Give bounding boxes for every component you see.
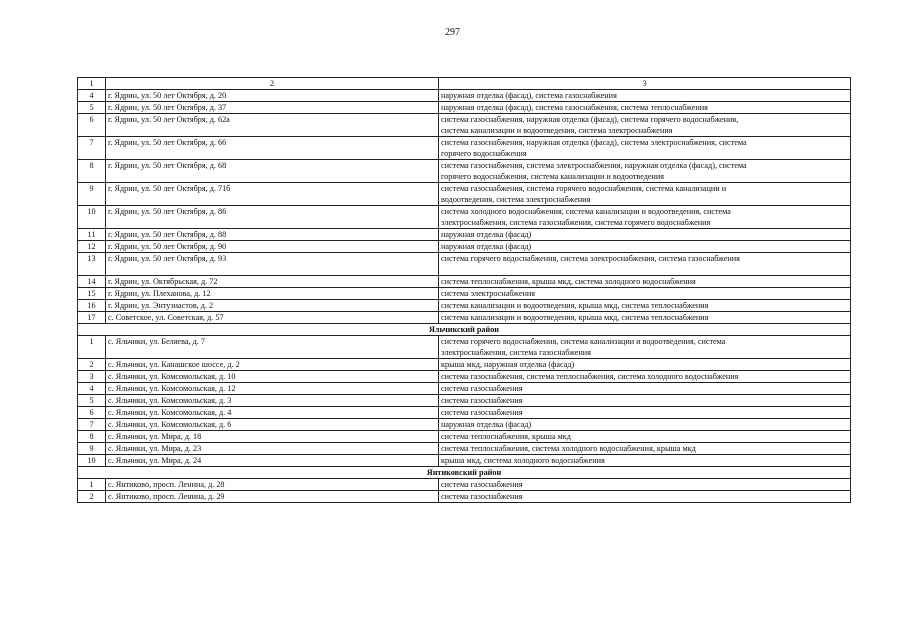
table-row (78, 114, 851, 137)
repair-works-line: наружная отделка (фасад), система газоснабжения, система теплоснабжения (441, 103, 708, 112)
repair-works (439, 455, 851, 467)
repair-works (439, 383, 851, 395)
repair-works-line: система теплоснабжения, крыша мкд, система холодного водоснабжения (441, 277, 696, 286)
table-body (78, 78, 851, 503)
row-number: 4 (78, 90, 106, 102)
column-number-row (78, 78, 851, 90)
repair-works-line: система газоснабжения (441, 492, 523, 501)
repair-works (439, 253, 851, 276)
table-row (78, 419, 851, 431)
table-row (78, 407, 851, 419)
repair-works-line: система горячего водоснабжения, система канализации и водоотведения, система (441, 337, 726, 346)
repair-works-line: система канализации и водоотведения, крыша мкд, система теплоснабжения (441, 313, 709, 322)
repair-works-line: система газоснабжения, система теплоснабжения, система холодного водоснабжения (441, 372, 739, 381)
repair-works (439, 371, 851, 383)
repair-works-line (441, 264, 848, 275)
repair-works (439, 336, 851, 359)
repair-works-line: система газоснабжения, наружная отделка (фасад), система горячего водоснабжения, (441, 115, 739, 124)
building-address: с. Яльчики, ул. Канашское шоссе, д. 2 (106, 359, 439, 371)
table-row (78, 90, 851, 102)
row-number: 1 (78, 336, 106, 359)
building-address: с. Яльчики, ул. Мира, д. 18 (106, 431, 439, 443)
building-address: с. Яльчики, ул. Комсомольская, д. 3 (106, 395, 439, 407)
row-number: 3 (78, 371, 106, 383)
repair-works (439, 288, 851, 300)
repair-works-line: крыша мкд, наружная отделка (фасад) (441, 360, 575, 369)
row-number: 17 (78, 312, 106, 324)
table-row (78, 455, 851, 467)
repair-works (439, 479, 851, 491)
repair-works (439, 276, 851, 288)
table-row (78, 229, 851, 241)
building-address: с. Советское, ул. Советская, д. 57 (106, 312, 439, 324)
building-address: г. Ядрин, ул. 50 лет Октября, д. 68 (106, 160, 439, 183)
building-address: с. Янтиково, просп. Ленина, д. 29 (106, 491, 439, 503)
district-name: Янтиковский район (78, 467, 851, 479)
building-address: с. Яльчики, ул. Комсомольская, д. 4 (106, 407, 439, 419)
repair-works (439, 407, 851, 419)
table-row (78, 183, 851, 206)
repair-works-line: наружная отделка (фасад) (441, 230, 532, 239)
row-number: 9 (78, 443, 106, 455)
building-address: г. Ядрин, ул. 50 лет Октября, д. 88 (106, 229, 439, 241)
row-number: 11 (78, 229, 106, 241)
row-number: 5 (78, 102, 106, 114)
repair-works-line: электроснабжения, система газоснабжения, система горячего водоснабжения (441, 218, 711, 227)
repair-works-line: система газоснабжения, система горячего водоснабжения, система канализации и (441, 184, 727, 193)
repair-works-line: система канализации и водоотведения, крыша мкд, система теплоснабжения (441, 301, 709, 310)
repair-works (439, 431, 851, 443)
row-number: 10 (78, 455, 106, 467)
repair-works (439, 160, 851, 183)
column-number-1: 1 (78, 78, 106, 90)
building-address: с. Яльчики, ул. Комсомольская, д. 6 (106, 419, 439, 431)
row-number: 16 (78, 300, 106, 312)
row-number: 8 (78, 431, 106, 443)
repair-works-line: система электроснабжения (441, 289, 536, 298)
building-address: г. Ядрин, ул. 50 лет Октября, д. 93 (106, 253, 439, 276)
row-number: 10 (78, 206, 106, 229)
row-number: 13 (78, 253, 106, 276)
repair-works (439, 229, 851, 241)
repair-works-line: система теплоснабжения, крыша мкд (441, 432, 571, 441)
building-address: г. Ядрин, ул. 50 лет Октября, д. 62а (106, 114, 439, 137)
repair-works (439, 395, 851, 407)
building-address: г. Ядрин, ул. Октябрьская, д. 72 (106, 276, 439, 288)
building-address: г. Ядрин, ул. Плеханова, д. 12 (106, 288, 439, 300)
repair-works (439, 206, 851, 229)
building-address: с. Янтиково, просп. Ленина, д. 28 (106, 479, 439, 491)
building-address: г. Ядрин, ул. 50 лет Октября, д. 37 (106, 102, 439, 114)
table-row (78, 359, 851, 371)
repair-works-line: наружная отделка (фасад) (441, 242, 532, 251)
repair-works (439, 419, 851, 431)
repair-works-line: система холодного водоснабжения, система канализации и водоотведения, система (441, 207, 731, 216)
repair-works-line: горячего водоснабжения (441, 149, 527, 158)
repair-works-line: система газоснабжения (441, 396, 523, 405)
row-number: 1 (78, 479, 106, 491)
table-row (78, 137, 851, 160)
row-number: 12 (78, 241, 106, 253)
repair-works-line: крыша мкд, система холодного водоснабжения (441, 456, 605, 465)
building-address: с. Яльчики, ул. Комсомольская, д. 12 (106, 383, 439, 395)
row-number: 2 (78, 491, 106, 503)
table-row (78, 371, 851, 383)
row-number: 4 (78, 383, 106, 395)
table-row (78, 276, 851, 288)
repair-works-line: система газоснабжения, система электроснабжения, наружная отделка (фасад), система (441, 161, 747, 170)
building-address: г. Ядрин, ул. 50 лет Октября, д. 20 (106, 90, 439, 102)
repair-works-line: система газоснабжения (441, 408, 523, 417)
repair-works-line: водоотведения, система электроснабжения (441, 195, 591, 204)
row-number: 9 (78, 183, 106, 206)
repair-works-line: наружная отделка (фасад) (441, 420, 532, 429)
table-row (78, 253, 851, 276)
table-row (78, 102, 851, 114)
row-number: 6 (78, 407, 106, 419)
row-number: 6 (78, 114, 106, 137)
building-address: г. Ядрин, ул. Энтузиастов, д. 2 (106, 300, 439, 312)
repair-works-line: система газоснабжения (441, 480, 523, 489)
page-number: 297 (445, 27, 460, 38)
repair-works (439, 443, 851, 455)
repair-works (439, 491, 851, 503)
table-row (78, 241, 851, 253)
district-header-row (78, 467, 851, 479)
table-row (78, 479, 851, 491)
repair-works-line: система теплоснабжения, система холодного водоснабжения, крыша мкд (441, 444, 696, 453)
table-row (78, 300, 851, 312)
repair-works (439, 183, 851, 206)
repair-works (439, 90, 851, 102)
repair-works-line: система газоснабжения, наружная отделка (фасад), система электроснабжения, система (441, 138, 747, 147)
row-number: 15 (78, 288, 106, 300)
table-row (78, 206, 851, 229)
column-number-2: 2 (106, 78, 439, 90)
repair-works (439, 312, 851, 324)
repair-works (439, 102, 851, 114)
row-number: 8 (78, 160, 106, 183)
row-number: 7 (78, 137, 106, 160)
repair-works (439, 300, 851, 312)
building-address: с. Яльчики, ул. Мира, д. 23 (106, 443, 439, 455)
building-address: г. Ядрин, ул. 50 лет Октября, д. 71б (106, 183, 439, 206)
table-row (78, 395, 851, 407)
repair-works (439, 114, 851, 137)
building-address: г. Ядрин, ул. 50 лет Октября, д. 90 (106, 241, 439, 253)
repair-works-line: система газоснабжения (441, 384, 523, 393)
repair-works-line: электроснабжения, система газоснабжения (441, 348, 591, 357)
repair-program-table (77, 77, 851, 503)
repair-works-line: горячего водоснабжения, система канализации и водоотведения (441, 172, 665, 181)
repair-works (439, 359, 851, 371)
building-address: с. Яльчики, ул. Комсомольская, д. 10 (106, 371, 439, 383)
district-header-row (78, 324, 851, 336)
row-number: 14 (78, 276, 106, 288)
table-row (78, 431, 851, 443)
table-row (78, 288, 851, 300)
repair-works-line: наружная отделка (фасад), система газоснабжения (441, 91, 617, 100)
district-name: Яльчикский район (78, 324, 851, 336)
row-number: 2 (78, 359, 106, 371)
repair-works (439, 241, 851, 253)
building-address: г. Ядрин, ул. 50 лет Октября, д. 86 (106, 206, 439, 229)
table-row (78, 491, 851, 503)
building-address: с. Яльчики, ул. Беляева, д. 7 (106, 336, 439, 359)
building-address: с. Яльчики, ул. Мира, д. 24 (106, 455, 439, 467)
table-row (78, 443, 851, 455)
table-row (78, 312, 851, 324)
repair-works-line: система горячего водоснабжения, система электроснабжения, система газоснабжения (441, 254, 740, 263)
table-row (78, 160, 851, 183)
table-row (78, 383, 851, 395)
row-number: 5 (78, 395, 106, 407)
column-number-3: 3 (439, 78, 851, 90)
repair-works-line: система канализации и водоотведения, система электроснабжения (441, 126, 673, 135)
row-number: 7 (78, 419, 106, 431)
table-row (78, 336, 851, 359)
building-address: г. Ядрин, ул. 50 лет Октября, д. 66 (106, 137, 439, 160)
repair-works (439, 137, 851, 160)
